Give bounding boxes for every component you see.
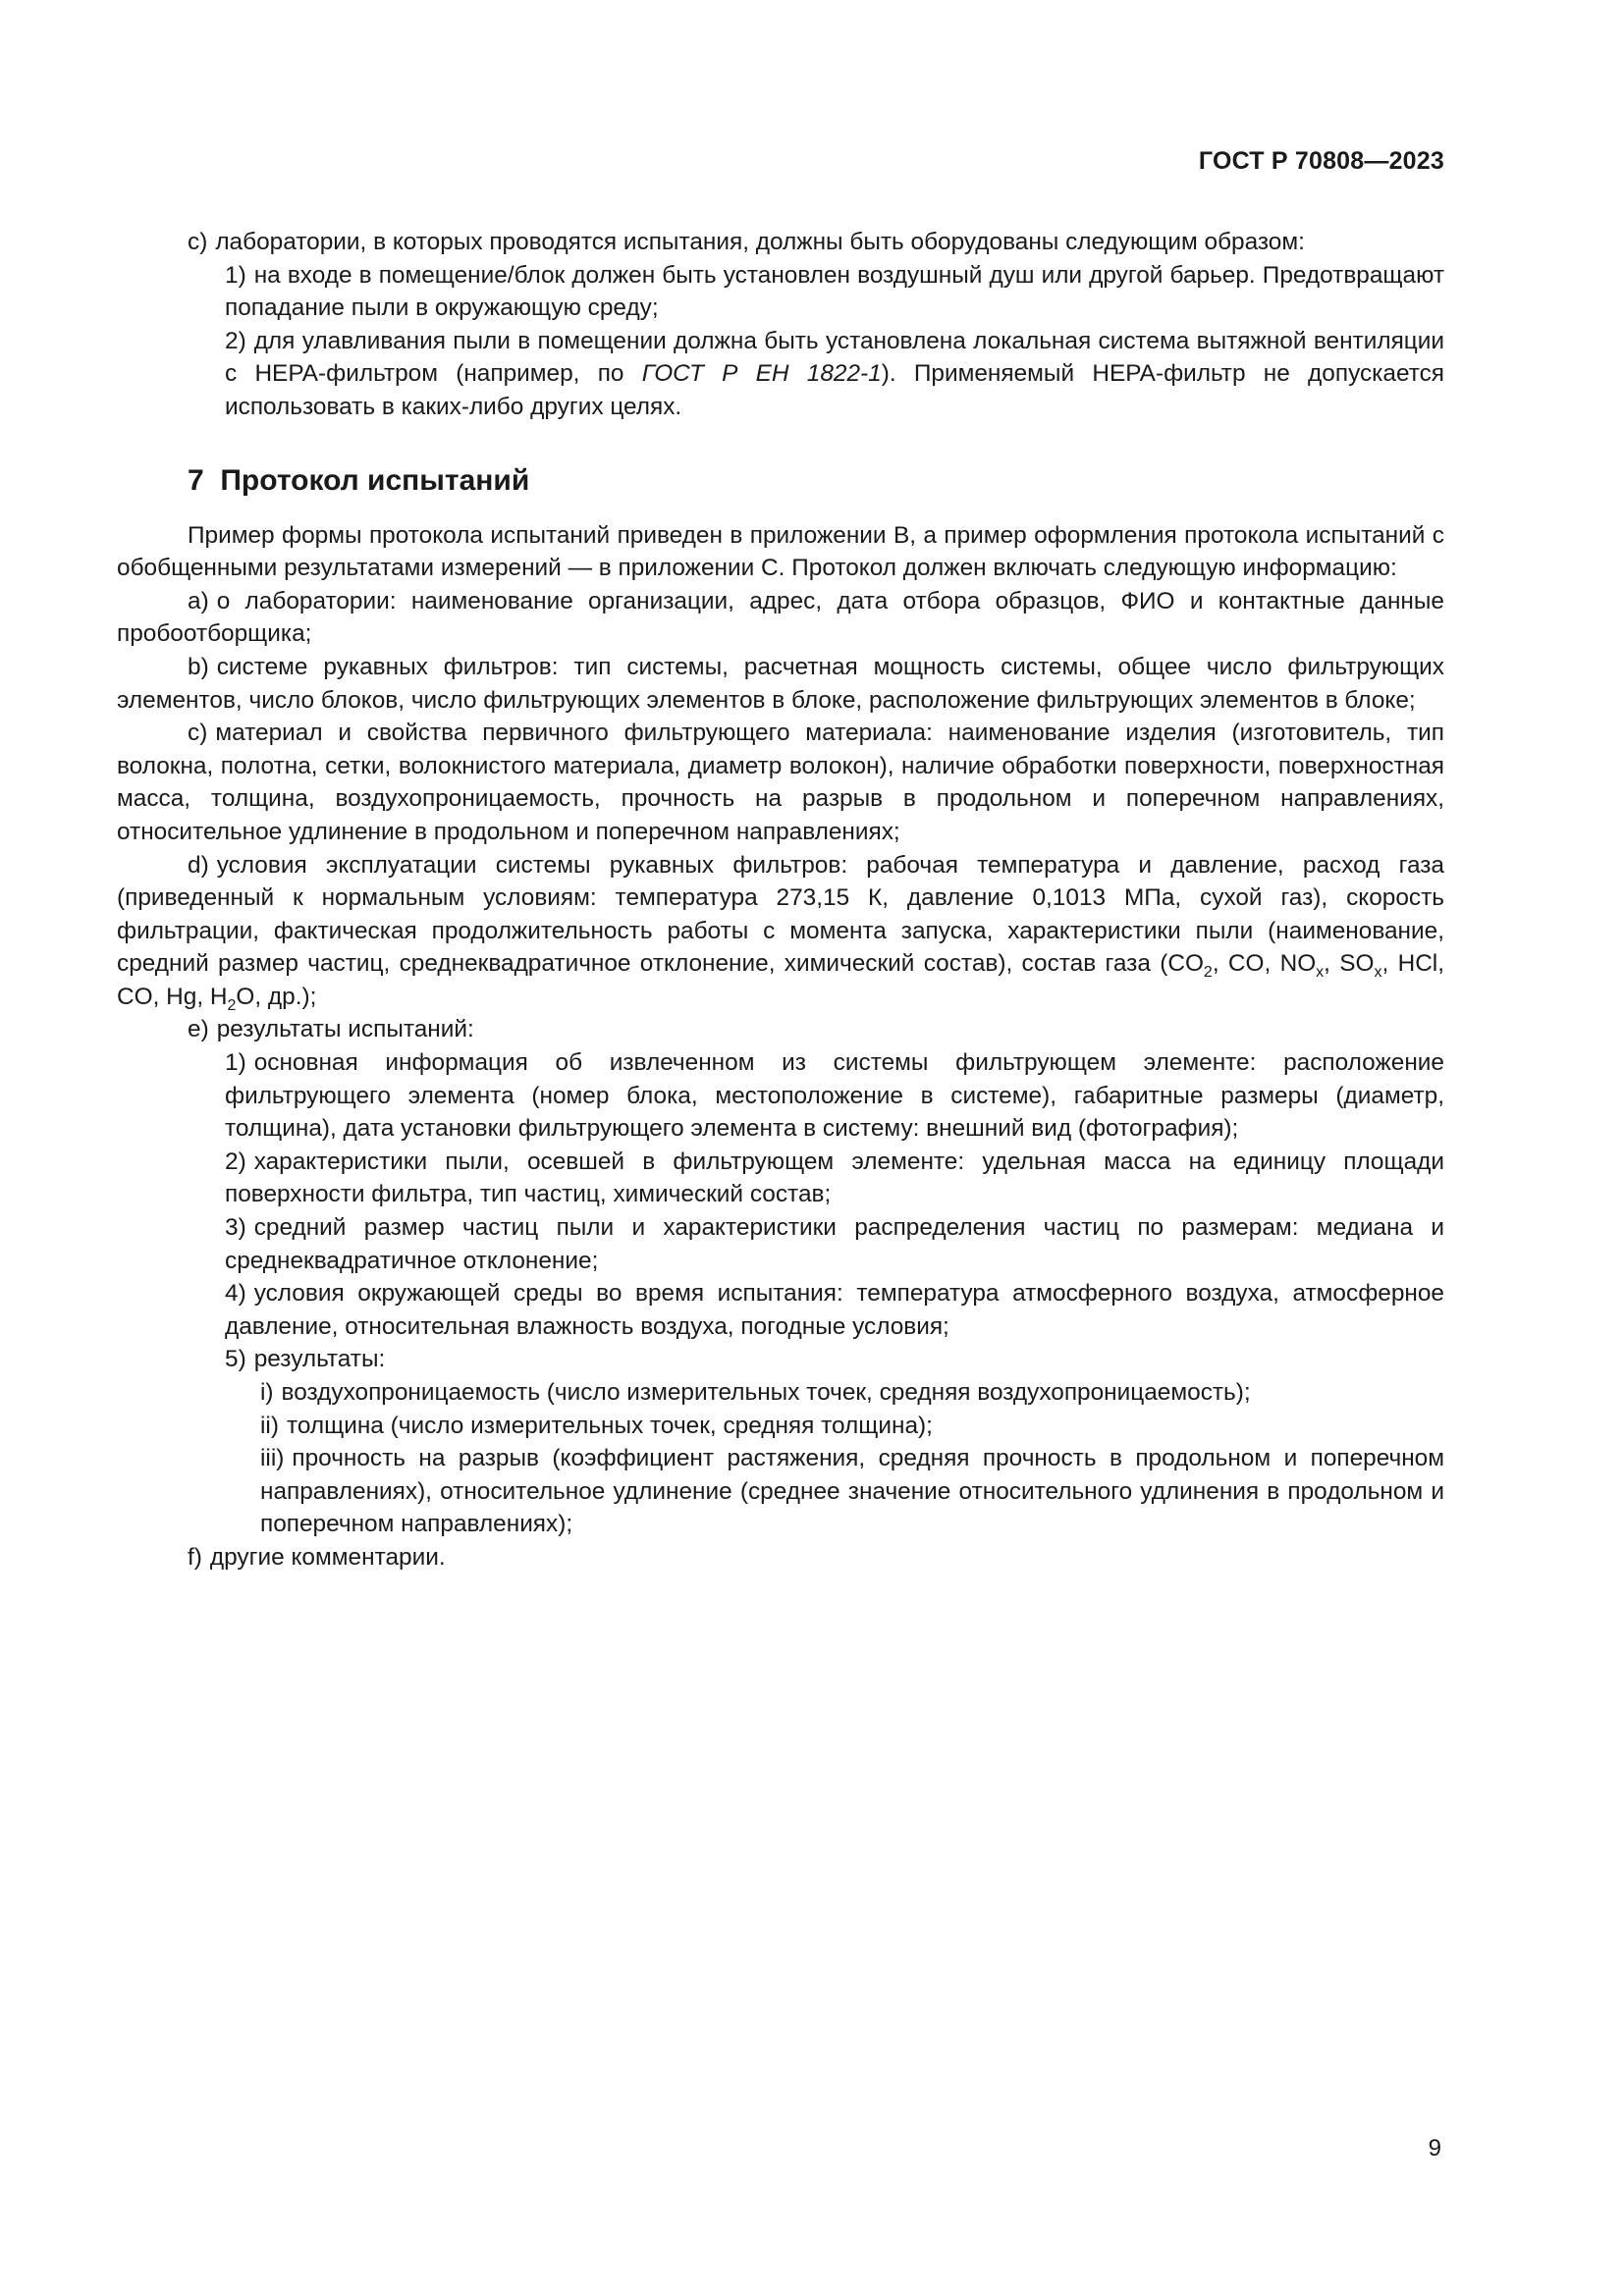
subscript: x: [1316, 964, 1325, 982]
sublist-item-2: [117, 325, 1444, 424]
item-label: а): [188, 587, 209, 614]
sublist-item-e1: [117, 1046, 1444, 1146]
list-item-b: [117, 651, 1444, 717]
subsublist-item-i: [117, 1376, 1444, 1410]
sublist-item-e3: [117, 1211, 1444, 1277]
item-label: i): [260, 1379, 274, 1406]
list-item-c: [117, 226, 1444, 259]
item-label: 2): [225, 1148, 246, 1175]
item-text: другие комментарии.: [209, 1543, 446, 1571]
item-text: о лаборатории: наименование организации, адрес, дата отбора образцов, ФИО и контактные данные пробоотборщика;: [117, 587, 1444, 648]
item-text: прочность на разрыв (коэффициент растяжения, средняя прочность в продольном и поперечном направлениях), относительное удлинение (среднее значение относительного удлинения в продольном и поперечном направлениях);: [260, 1445, 1444, 1538]
item-text: ). Применяемый HEPA-фильтр не допускается использовать в каких-либо других целях.: [225, 360, 1445, 420]
page-number: 9: [1428, 2135, 1441, 2162]
item-text: результаты испытаний:: [216, 1016, 474, 1043]
sublist-item-e4: [117, 1277, 1444, 1343]
subsublist-item-iii: [117, 1442, 1444, 1541]
item-text: материал и свойства первичного фильтрующего материала: наименование изделия (изготовитель, тип волокна, полотна, сетки, волокнистого материала, диаметр волокон), наличие обработки поверхности, поверхностная масса, толщина, воздухопроницаемость, прочность на разрыв в продольном и поперечном направлениях, относительное удлинение в продольном и поперечном направлениях;: [117, 720, 1444, 845]
item-label: iii): [260, 1445, 285, 1472]
item-text: , HCl, CO, Hg, H: [117, 950, 1445, 1010]
sublist-item-e5: [117, 1343, 1444, 1376]
item-label: 5): [225, 1346, 246, 1373]
sublist-item-1: [117, 259, 1444, 325]
item-label: с): [188, 720, 208, 747]
list-item-c2: [117, 717, 1444, 848]
subscript: 2: [1203, 964, 1213, 982]
section-number: 7: [188, 463, 204, 497]
item-label: b): [188, 653, 209, 680]
item-label: е): [188, 1016, 209, 1043]
item-label: f): [188, 1543, 202, 1571]
item-label: 4): [225, 1280, 246, 1308]
item-label: 1): [225, 1049, 246, 1077]
item-label: d): [188, 851, 209, 879]
item-text: воздухопроницаемость (число измерительных точек, средняя воздухопроницаемость);: [281, 1379, 1251, 1406]
subsublist-item-ii: [117, 1410, 1444, 1443]
subscript: x: [1374, 964, 1382, 982]
sublist-item-e2: [117, 1146, 1444, 1211]
standard-reference: ГОСТ Р ЕН 1822-1: [641, 360, 882, 388]
item-label: ii): [260, 1412, 279, 1439]
item-text: основная информация об извлеченном из системы фильтрующем элементе: расположение фильтрующего элемента (номер блока, местоположение в системе), габаритные размеры (диаметр, толщина), дата установки фильтрующего элемента в систему: внешний вид (фотография);: [225, 1049, 1444, 1143]
item-text: на входе в помещение/блок должен быть установлен воздушный душ или другой барьер. Предотвращают попадание пыли в окружающую среду;: [225, 261, 1444, 322]
list-item-f: [117, 1541, 1444, 1575]
item-label: 2): [225, 327, 246, 354]
item-text: лаборатории, в которых проводятся испытания, должны быть оборудованы следующим образом:: [215, 229, 1305, 255]
item-text: характеристики пыли, осевшей в фильтрующем элементе: удельная масса на единицу площади поверхности фильтра, тип частиц, химический состав;: [225, 1148, 1444, 1208]
section-intro: Пример формы протокола испытаний приведен в приложении В, а пример оформления протокола испытаний с обобщенными результатами измерений — в приложении С. Протокол должен включать следующую информацию:: [117, 521, 1444, 582]
item-text: условия эксплуатации системы рукавных фильтров: рабочая температура и давление, расход газа (приведенный к нормальным условиям: температура 273,15 К, давление 0,1013 МПа, сухой газ), скорость фильтрации, фактическая продолжительность работы с момента запуска, характеристики пыли (наименование, средний размер частиц, среднеквадратичное отклонение, химический состав), состав газа (CO: [117, 851, 1444, 978]
item-text: условия окружающей среды во время испытания: температура атмосферного воздуха, атмосферное давление, относительная влажность воздуха, погодные условия;: [225, 1280, 1444, 1340]
item-label: 1): [225, 261, 246, 289]
item-text: для улавливания пыли в помещении должна быть установлена локальная система вытяжной вентиляции с HEPA-фильтром (например, по: [225, 327, 1444, 388]
item-text: , CO, NO: [1212, 950, 1317, 978]
item-text: толщина (число измерительных точек, средняя толщина);: [286, 1412, 933, 1439]
item-text: O, др.);: [236, 983, 317, 1010]
item-text: результаты:: [253, 1346, 386, 1373]
list-item-d: [117, 849, 1444, 1014]
section-heading: [188, 461, 1444, 501]
list-item-e: [117, 1013, 1444, 1046]
item-label: 3): [225, 1214, 246, 1242]
subscript: 2: [227, 996, 237, 1014]
item-label: c): [188, 229, 208, 255]
list-item-a: [117, 585, 1444, 651]
item-text: , SO: [1324, 950, 1375, 978]
item-text: средний размер частиц пыли и характеристики распределения частиц по размерам: медиана и среднеквадратичное отклонение;: [225, 1214, 1444, 1274]
document-header: ГОСТ Р 70808—2023: [1198, 147, 1444, 175]
document-body: [117, 226, 1444, 1575]
section-title: Протокол испытаний: [220, 463, 530, 497]
item-text: системе рукавных фильтров: тип системы, расчетная мощность системы, общее число фильтрующих элементов, число блоков, число фильтрующих элементов в блоке, расположение фильтрующих элементов в блоке;: [117, 653, 1444, 714]
